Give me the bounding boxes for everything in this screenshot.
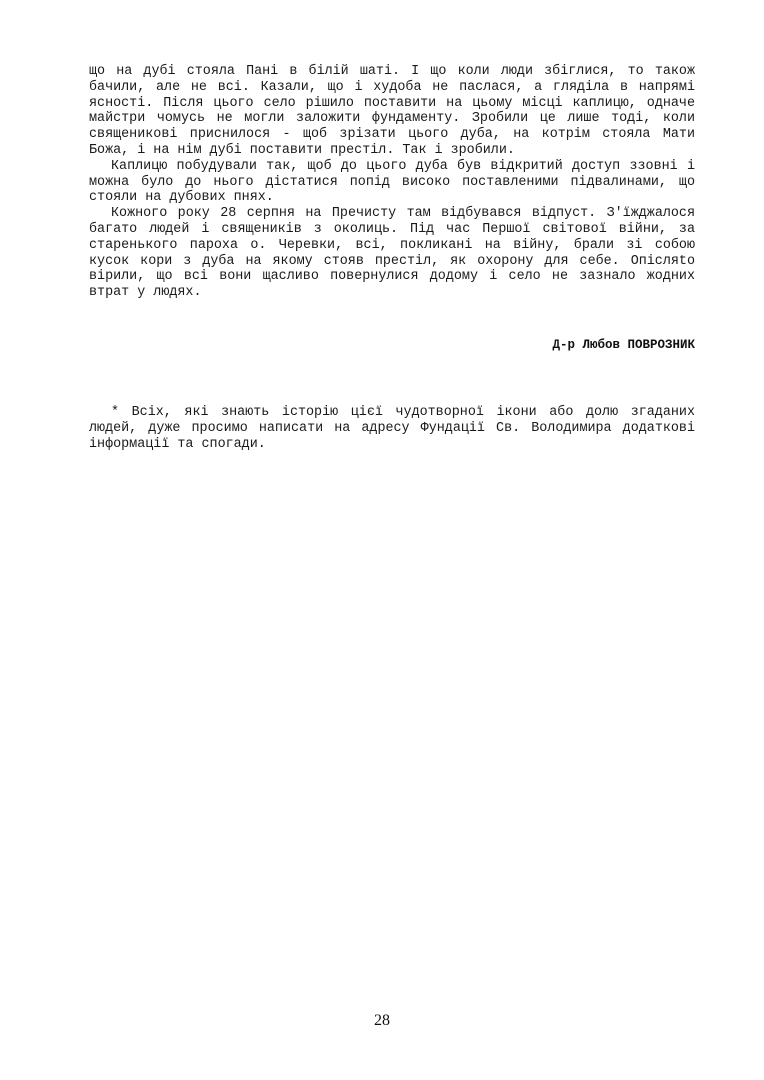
footnote — [89, 405, 695, 452]
page-number: 28 — [374, 1012, 390, 1029]
paragraph-2: Каплицю побудували так, щоб до цього дуба був відкритий доступ ззовні і можна було до нього дістатися попід високо поставленими підвалинами, що стояли на дубових пнях. — [89, 158, 695, 206]
paragraph-1: що на дубі стояла Пані в білій шаті. І що коли люди збіглися, то також бачили, але не всі. Казали, що і худоба не паслася, а гляділа в напрямі ясності. Після цього село рішило поставити на цьому місці каплицю, одначе майстри чомусь не могли заложити фундаменту. Зробили це лише тоді, коли священикові приснилося - щоб зрізати цього дуба, на котрім стояла Мати Божа, і на нім дубі поставити престіл. Так і зробили. — [89, 64, 695, 158]
footnote-text: * Всіх, які знають історію цієї чудотворної ікони або долю згаданих людей, дуже просимо написати на адресу Фундації Св. Володимира додаткові інформації та спогади. — [89, 405, 695, 452]
main-text — [89, 64, 695, 301]
author-signature: Д-р Любов ПОВРОЗНИК — [552, 338, 695, 352]
paragraph-3: Кожного року 28 серпня на Пречисту там відбувався відпуст. З'їжджалося багато людей і священиків з околиць. Під час Першої світової війни, за старенького пароха о. Черевки, всі, покликані на війну, брали зі собою кусок кори з дуба на якому стояв престіл, як охорону для себе. Опісляto вірили, що всі вони щасливо повернулися додому і село не зазнало жодних втрат у людях. — [89, 206, 695, 301]
